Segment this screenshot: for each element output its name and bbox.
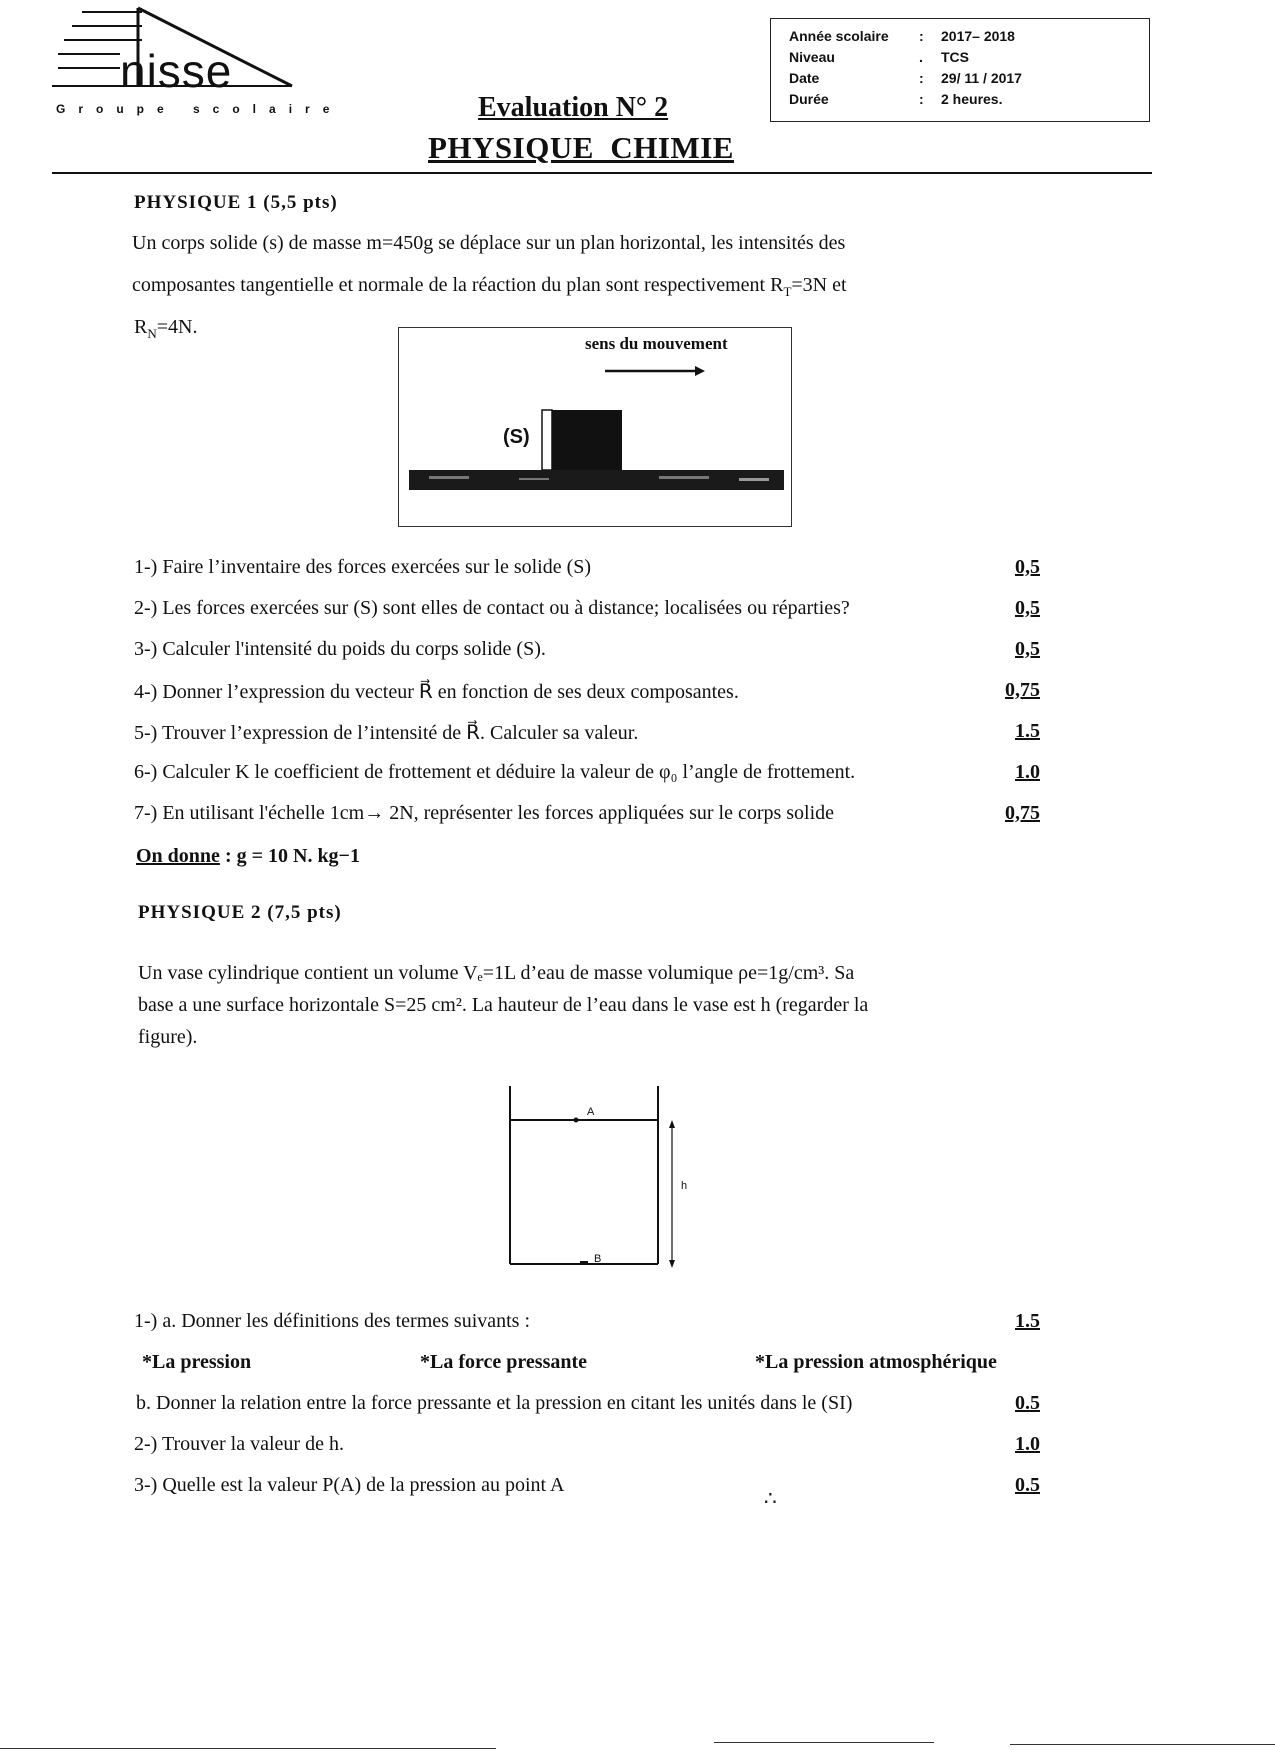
info-row: Date : 29/ 11 / 2017 [789,70,1022,86]
question-points: 1.0 [1015,1433,1040,1455]
physique2-text-line: base a une surface horizontale S=25 cm². La hauteur de l’eau dans le vase est h (regarder la [138,994,869,1016]
question-points: 0.5 [1015,1392,1040,1414]
point-b-label: B [594,1253,602,1265]
question-points: 0,5 [1015,556,1040,578]
question-row: 5-) Trouver l’expression de l’intensité de R⃗. Calculer sa valeur. 1.5 [134,720,1040,744]
header-divider [52,172,1152,174]
given-data: On donne : g = 10 N. kg−1 [136,845,360,867]
bottom-rule [714,1742,934,1743]
question-row: b. Donner la relation entre la force pressante et la pression en citant les unités dans le (SI) 0.5 [136,1392,1040,1414]
solid-motion-figure [398,327,792,527]
info-row: Niveau . TCS [789,49,969,65]
physique1-text-line: Un corps solide (s) de masse m=450g se déplace sur un plan horizontal, les intensités des [132,232,846,254]
evaluation-title: Evaluation N° 2 [478,92,669,123]
question-row: 7-) En utilisant l'échelle 1cm→ 2N, représenter les forces appliquées sur le corps solide 0,75 [134,802,1040,824]
question-row: 4-) Donner l’expression du vecteur R⃗ en fonction de ses deux composantes. 0,75 [134,679,1040,703]
physique1-heading: PHYSIQUE 1 (5,5 pts) [134,192,338,213]
vase-figure [500,1080,700,1270]
physique2-heading: PHYSIQUE 2 (7,5 pts) [138,902,342,923]
question-row: 6-) Calculer K le coefficient de frottement et déduire la valeur de φ₀ l’angle de frottement. 1.0 [134,761,1040,783]
question-points: 0,75 [1005,802,1040,824]
question-points: 1.0 [1015,761,1040,783]
physique1-text-line: composantes tangentielle et normale de la réaction du plan sont respectivement $R_T=3N$ et [132,274,847,299]
question-row: 3-) Quelle est la valeur P(A) de la pression au point A 0.5 [134,1474,1040,1496]
question-row: 2-) Les forces exercées sur (S) sont elles de contact ou à distance; localisées ou réparties? 0,5 [134,597,1040,619]
bottom-rule [0,1748,496,1749]
question-points: 1.5 [1015,720,1040,742]
question-points: 0,5 [1015,597,1040,619]
question-row: 3-) Calculer l'intensité du poids du corps solide (S). 0,5 [134,638,1040,660]
solid-motion-diagram [399,328,790,525]
question-row: 1-) a. Donner les définitions des termes suivants : 1.5 [134,1310,1040,1332]
question-points: 0,75 [1005,679,1040,701]
logo-wordmark: nisse [120,45,233,97]
info-row: Année scolaire : 2017– 2018 [789,28,1015,44]
physique1-text-line: $R_N=4N$. [134,316,198,341]
term-item: *La pression [142,1351,252,1373]
info-row: Durée : 2 heures. [789,91,1003,107]
subject-title: PHYSIQUE CHIMIE [428,130,734,165]
height-label: h [681,1180,688,1192]
question-row: 2-) Trouver la valeur de h. 1.0 [134,1433,1040,1455]
bottom-rule [1010,1744,1275,1745]
motion-direction-label: sens du mouvement [585,334,728,353]
solid-label: (S) [503,426,530,448]
info-box [770,18,1150,122]
question-points: 1.5 [1015,1310,1040,1332]
term-item: *La force pressante [420,1351,588,1373]
physique2-text-line: Un vase cylindrique contient un volume Vₑ=1L d’eau de masse volumique ρe=1g/cm³. Sa [138,962,855,984]
question-row: 1-) Faire l’inventaire des forces exercées sur le solide (S) 0,5 [134,556,1040,578]
logo-subtitle: Groupe scolaire [56,102,343,116]
question-points: 0.5 [1015,1474,1040,1496]
scan-speck: ∴ [764,1488,777,1510]
question-points: 0,5 [1015,638,1040,660]
term-item: *La pression atmosphérique [755,1351,997,1373]
point-a-label: A [587,1106,595,1118]
physique2-text-line: figure). [138,1026,198,1048]
